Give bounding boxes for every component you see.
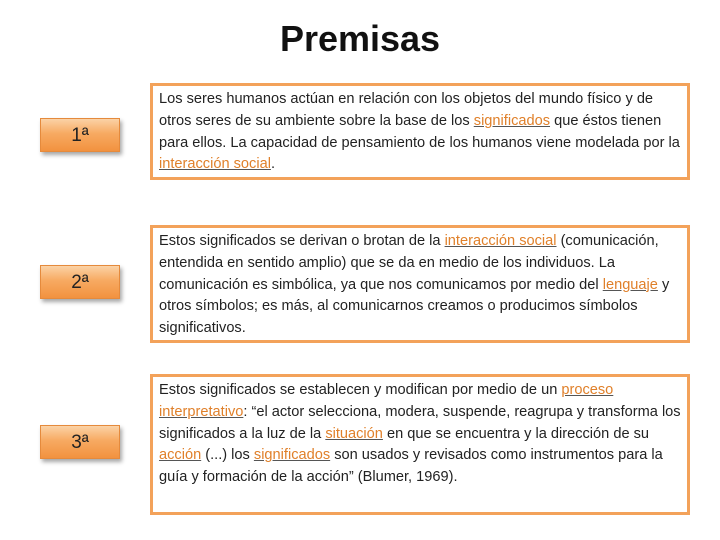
text-segment: son usados y revisados como instrumentos para la guía y formación de la acción” (Blumer, 1969). [159, 447, 663, 486]
text-segment: (comunicación, entendida en sentido amplio) que se da en medio de los individuos. La comunicación es simbólica, ya que nos comunicamos por medio del [159, 233, 659, 293]
text-segment: . [270, 156, 276, 173]
text-segment: en que se encuentra y la dirección de su [382, 425, 650, 442]
text-segment: que éstos tienen para ellos. La capacidad de pensamiento de los humanos viene modelada por la [159, 112, 680, 151]
premise-2-text [150, 225, 690, 343]
text-segment: : “el actor selecciona, modera, suspende, reagrupa y transforma los significados a la luz de la [159, 403, 681, 442]
premise-3-badge: 3ª [40, 425, 120, 459]
premise-1-text [150, 83, 690, 180]
text-segment: (...) los [201, 447, 254, 464]
premise-2-badge: 2ª [40, 265, 120, 299]
premise-3-text [150, 374, 690, 515]
premise-1-badge: 1ª [40, 118, 120, 152]
keyword-significados: significados [253, 447, 331, 464]
keyword-interaccion-social: interacción social [159, 156, 271, 173]
text-segment: Estos significados se establecen y modifican por medio de un [159, 382, 562, 398]
keyword-interaccion-social: interacción social [444, 233, 557, 249]
text-segment: y otros símbolos; es más, al comunicarnos creamos o producimos símbolos significativos. [159, 276, 670, 337]
text-segment: Estos significados se derivan o brotan de la [159, 233, 445, 249]
keyword-accion: acción [159, 447, 202, 464]
keyword-proceso-interpretativo: proceso interpretativo [159, 382, 614, 420]
page-title: Premisas [279, 18, 441, 59]
text-segment: Los seres humanos actúan en relación con los objetos del mundo físico y de otros seres de su ambiente sobre la base de los [159, 91, 654, 129]
keyword-situacion: situación [325, 425, 383, 442]
keyword-significados: significados [473, 112, 551, 129]
keyword-lenguaje: lenguaje [602, 276, 658, 293]
